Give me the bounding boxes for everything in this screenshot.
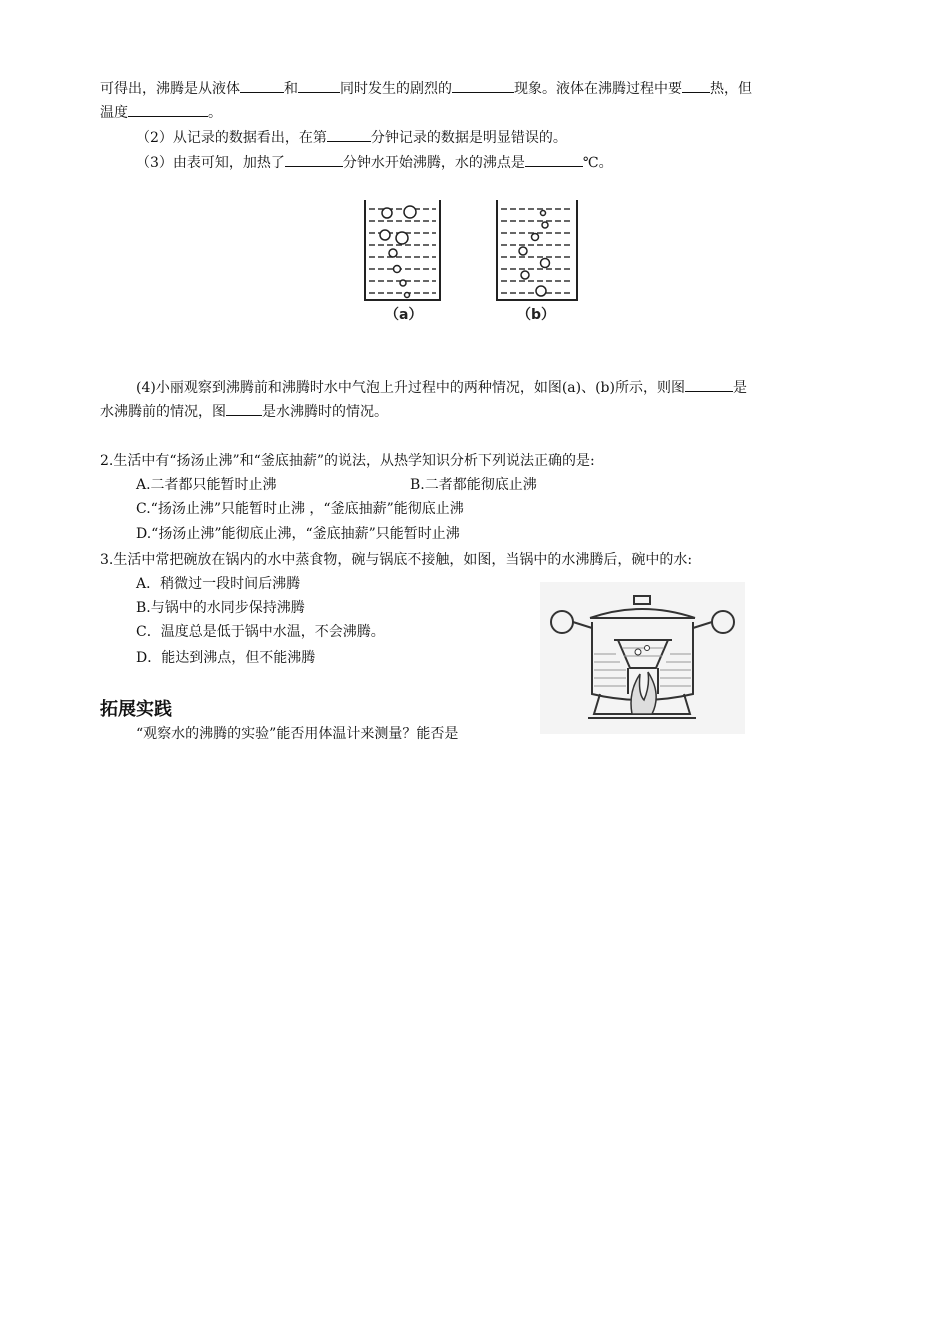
blank	[240, 78, 284, 93]
blank	[298, 78, 340, 93]
q3-option-c: C．温度总是低于锅中水温，不会沸腾。	[136, 624, 385, 640]
section-heading: 拓展实践	[100, 699, 172, 720]
q2-option-a: A.二者都只能暂时止沸	[136, 477, 277, 493]
q1-part-3: （3）由表可知，加热了 分钟水开始沸腾，水的沸点是 ℃。	[136, 152, 613, 173]
q3-option-d: D．能达到沸点，但不能沸腾	[136, 650, 316, 666]
extension-question: “观察水的沸腾的实验”能否用体温计来测量？能否是	[136, 726, 459, 742]
beakers-illustration	[355, 195, 590, 330]
blank	[226, 401, 262, 416]
q2-option-d: D.“扬汤止沸”能彻底止沸，“釜底抽薪”只能暂时止沸	[136, 526, 460, 542]
blank	[285, 152, 343, 167]
beaker-b	[497, 200, 577, 300]
blank	[128, 102, 208, 117]
q1-part-4-line-2: 水沸腾前的情况，图 是水沸腾时的情况。	[100, 401, 388, 422]
q3-option-b: B.与锅中的水同步保持沸腾	[136, 600, 305, 616]
q2-stem: 2.生活中有“扬汤止沸”和“釜底抽薪”的说法，从热学知识分析下列说法正确的是:	[100, 453, 595, 469]
blank	[682, 78, 710, 93]
q1-line-2: 温度 。	[100, 102, 222, 123]
steamer-pot-illustration	[540, 582, 745, 734]
q2-option-c: C.“扬汤止沸”只能暂时止沸 ，“釜底抽薪”能彻底止沸	[136, 501, 464, 517]
blank	[327, 127, 371, 142]
steamer-pot-figure	[540, 582, 745, 734]
q1-part-4-line-1: (4)小丽观察到沸腾前和沸腾时水中气泡上升过程中的两种情况，如图(a)、(b)所示，则图 是	[136, 377, 747, 398]
q3-option-a: A．稍微过一段时间后沸腾	[136, 576, 301, 592]
blank	[525, 152, 583, 167]
blank	[685, 377, 733, 392]
q3-stem: 3.生活中常把碗放在锅内的水中蒸食物，碗与锅底不接触，如图，当锅中的水沸腾后，碗中的水:	[100, 552, 693, 568]
q2-option-b: B.二者都能彻底止沸	[410, 477, 537, 493]
figure-label-b: （b）	[517, 307, 556, 323]
bubble-beakers-figure	[355, 195, 590, 330]
blank	[452, 78, 514, 93]
q1-line-1: 可得出，沸腾是从液体 和 同时发生的剧烈的 现象。液体在沸腾过程中要 热，但	[100, 78, 752, 99]
figure-label-a: （a）	[385, 307, 423, 323]
q1-part-2: （2）从记录的数据看出，在第 分钟记录的数据是明显错误的。	[136, 127, 567, 148]
